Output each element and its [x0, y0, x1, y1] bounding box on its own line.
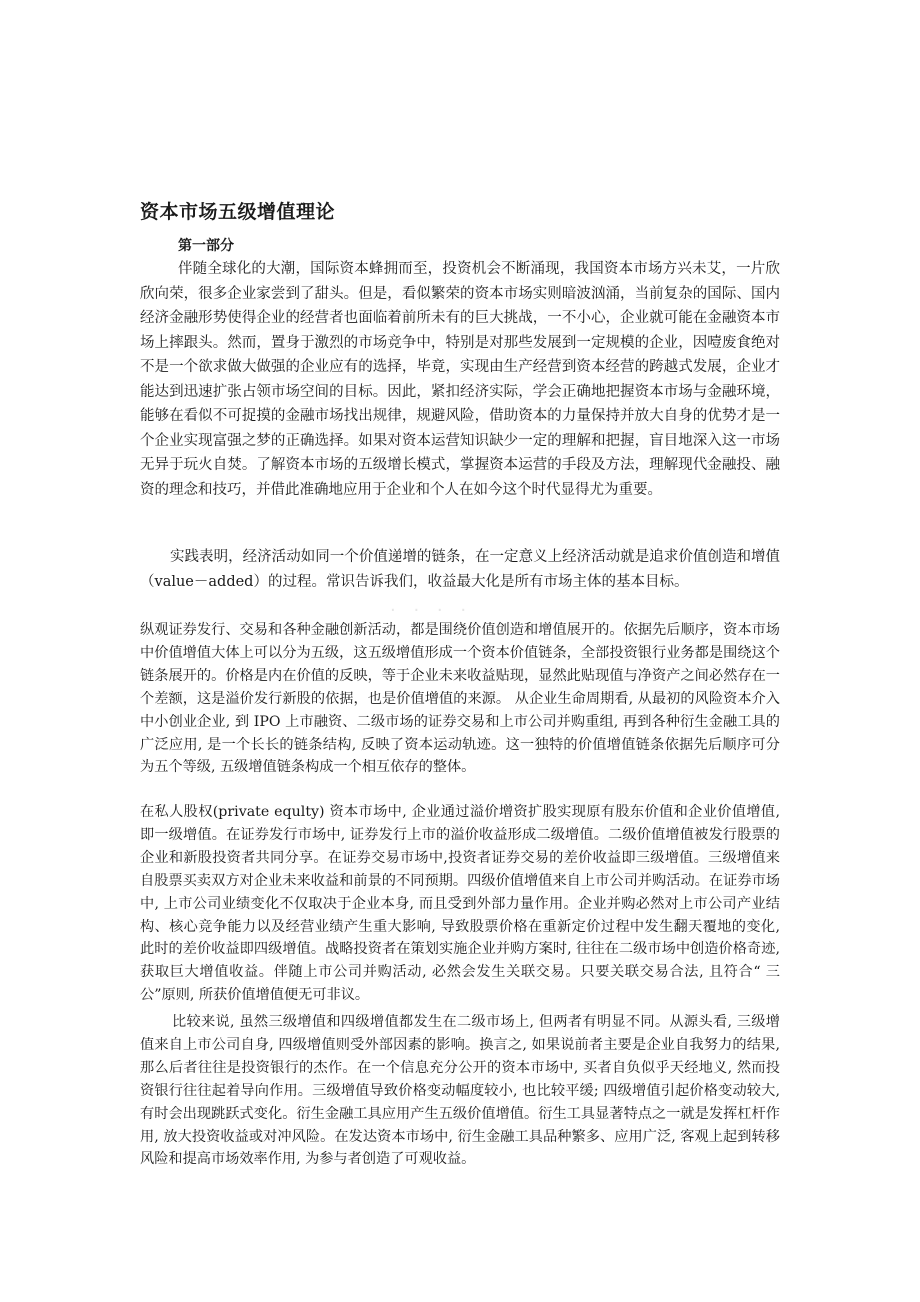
paragraph-comparison: 比较来说, 虽然三级增值和四级增值都发生在二级市场上, 但两者有明显不同。从源头看, 三级增值来自上市公司自身, 四级增值则受外部因素的影响。换言之, 如果说前者主要是企业自我努力的结果, 那么后者往往是投资银行的杰作。在一个信息充分公开的资本市场中, 买者自负似乎天经地义, 然而投资银行往往起着导向作用。三级增值导致价格变动幅度较小, 也比较平缓; 四级增值引起价格变动较大, 有时会出现跳跃式变化。衍生金融工具应用产生五级价值增值。衍生工具显著特点之一就是发挥杠杆作用, 放大投资收益或对冲风险。在发达资本市场中, 衍生金融工具品种繁多、应用广泛, 客观上起到转移风险和提高市场效率作用, 为参与者创造了可观收益。 [140, 1014, 780, 1168]
paragraph-value-chain: 实践表明，经济活动如同一个价值递增的链条，在一定意义上经济活动就是追求价值创造和增值（value－added）的过程。常识告诉我们，收益最大化是所有市场主体的基本目标。 [140, 549, 780, 590]
paragraph-private-equity: 在私人股权(private equlty) 资本市场中, 企业通过溢价增资扩股实现原有股东价值和企业价值增值, 即一级增值。在证券发行市场中, 证券发行上市的溢价收益形成二级增值。二级价值增值被发行股票的企业和新股投资者共同分享。在证券交易市场中,投资者证券交易的差价收益即三级增值。三级增值来自股票买卖双方对企业未来收益和前景的不同预期。四级价值增值来自上市公司并购活动。在证券市场中, 上市公司业绩变化不仅取决于企业本身, 而且受到外部力量作用。企业并购必然对上市公司产业结构、核心竞争能力以及经营业绩产生重大影响, 导致股票价格在重新定价过程中发生翻天覆地的变化, 此时的差价收益即四级增值。战略投资者在策划实施企业并购方案时, 往往在二级市场中创造价格奇迹, 获取巨大增值收益。伴随上市公司并购活动, 必然会发生关联交易。只要关联交易合法, 且符合“ 三公”原则, 所获价值增值便无可非议。 [140, 804, 780, 1004]
paragraph-intro: 伴随全球化的大潮，国际资本蜂拥而至，投资机会不断涌现，我国资本市场方兴未艾，一片欣欣向荣，很多企业家尝到了甜头。但是，看似繁荣的资本市场实则暗波汹涌，当前复杂的国际、国内经济金融形势使得企业的经营者也面临着前所未有的巨大挑战，一不小心，企业就可能在金融资本市场上摔跟头。然而，置身于激烈的市场竞争中，特别是对那些发展到一定规模的企业，因噎废食绝对不是一个欲求做大做强的企业应有的选择，毕竟，实现由生产经营到资本经营的跨越式发展，企业才能达到迅速扩张占领市场空间的目标。因此，紧扣经济实际，学会正确地把握资本市场与金融环境，能够在看似不可捉摸的金融市场找出规律，规避风险，借助资本的力量保持并放大自身的优势才是一个企业实现富强之梦的正确选择。如果对资本运营知识缺少一定的理解和把握，盲目地深入这一市场无异于玩火自焚。了解资本市场的五级增长模式，掌握资本运营的手段及方法，理解现代金融投、融资的理念和技巧，并借此准确地应用于企业和个人在如今这个时代显得尤为重要。 [140, 261, 780, 498]
paragraph-five-levels: 纵观证券发行、交易和各种金融创新活动，都是围绕价值创造和增值展开的。依据先后顺序，资本市场中价值增值大体上可以分为五级，这五级增值形成一个资本价值链条，全部投资银行业务都是围绕这个链条展开的。价格是内在价值的反映，等于企业未来收益贴现，显然此贴现值与净资产之间必然存在一个差额，这是溢价发行新股的依据，也是价值增值的来源。 从企业生命周期看, 从最初的风险资本介入中小创业企业, 到 IPO 上市融资、二级市场的证券交易和上市公司并购重组, 再到各种衍生金融工具的广泛应用, 是一个长长的链条结构, 反映了资本运动轨迹。这一独特的价值增值链条依据先后顺序可分为五个等级, 五级增值链条构成一个相互依存的整体。 [140, 622, 780, 776]
section-heading: 第一部分 [178, 238, 234, 254]
faint-watermark: · · · · [390, 600, 473, 621]
document-title: 资本市场五级增值理论 [140, 201, 336, 223]
